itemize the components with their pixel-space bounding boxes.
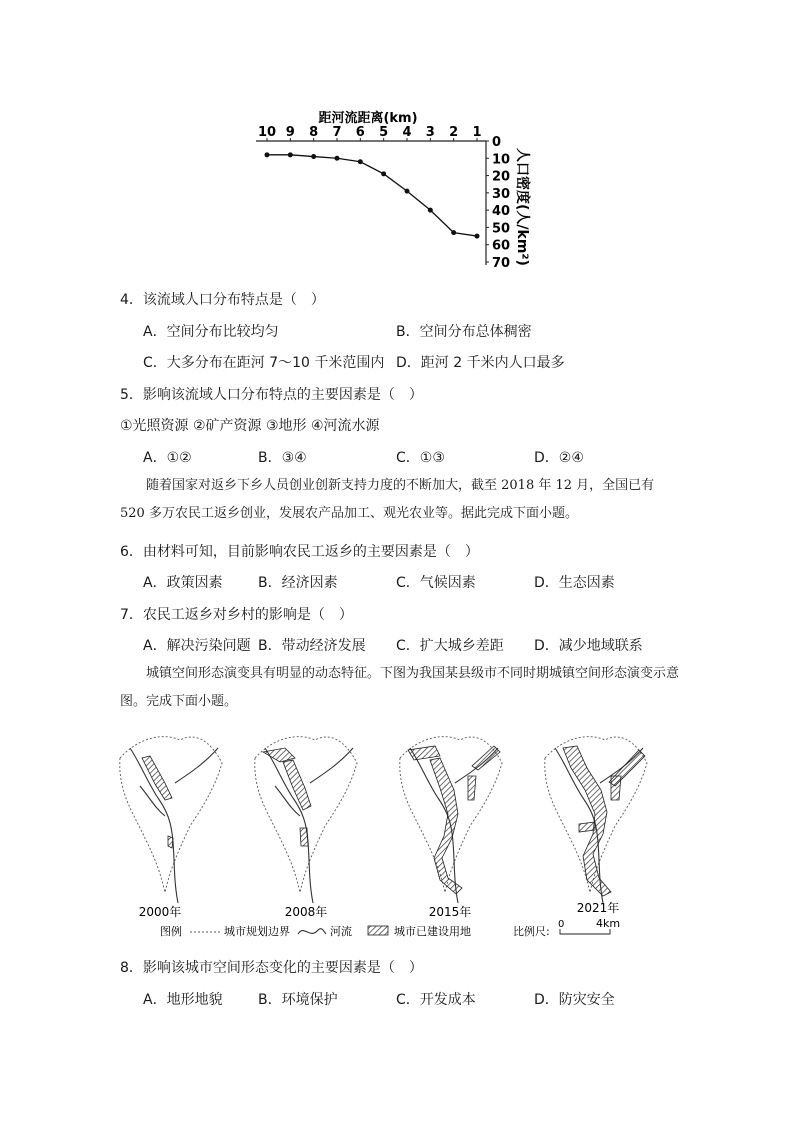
map-2015 — [400, 737, 502, 903]
data-point — [381, 171, 386, 176]
x-tick-label: 2 — [449, 125, 459, 140]
q4-option-a[interactable]: A．空间分布比较均匀 — [143, 324, 279, 340]
population-density-chart — [240, 100, 560, 280]
x-tick-label: 5 — [379, 125, 389, 140]
data-point — [475, 234, 480, 239]
x-tick-label: 4 — [402, 125, 412, 140]
legend-title: 图例 — [160, 925, 182, 938]
legend-built-label: 城市已建设用地 — [394, 925, 471, 938]
scale-zero: 0 — [558, 919, 565, 930]
year-2021: 2021年 — [576, 901, 620, 915]
data-line — [267, 155, 477, 236]
passage-1: 随着国家对返乡下乡人员创业创新支持力度的不断加大，截至 2018 年 12 月，全国已有 520 多万农民工返乡创业，发展农产品加工、观光农业等。据此完成下面小题。 — [120, 478, 655, 521]
q4-option-d[interactable]: D．距河 2 千米内人口最多 — [396, 355, 565, 371]
map-2008 — [255, 737, 357, 903]
q5-option-b[interactable]: B．③④ — [258, 450, 307, 466]
legend-river-label: 河流 — [330, 925, 352, 938]
q8-option-b[interactable]: B．环境保护 — [258, 992, 338, 1008]
urban-evolution-maps — [110, 728, 690, 943]
q4-option-c[interactable]: C．大多分布在距河 7～10 千米范围内 — [143, 355, 385, 371]
x-tick-label: 8 — [309, 125, 319, 140]
year-2008: 2008年 — [284, 905, 328, 919]
data-point — [288, 152, 293, 157]
q6-option-b[interactable]: B．经济因素 — [258, 575, 338, 591]
data-point — [428, 208, 433, 213]
year-2015: 2015年 — [428, 905, 472, 919]
q6-option-c[interactable]: C．气候因素 — [396, 575, 476, 591]
y-tick-label: 60 — [492, 238, 511, 254]
map-2021 — [545, 737, 647, 903]
x-tick-label: 1 — [472, 125, 482, 140]
q4-option-b[interactable]: B．空间分布总体稠密 — [396, 324, 532, 340]
data-point — [358, 159, 363, 164]
y-tick-label: 10 — [492, 152, 511, 168]
q6-stem: 6．由材料可知，目前影响农民工返乡的主要因素是（ ） — [120, 544, 479, 560]
year-2000: 2000年 — [138, 905, 182, 919]
y-tick-label: 0 — [492, 135, 502, 150]
q7-option-a[interactable]: A．解决污染问题 — [143, 638, 251, 654]
y-tick-label: 30 — [492, 186, 511, 202]
q7-option-d[interactable]: D．减少地域联系 — [534, 638, 643, 654]
q6-option-d[interactable]: D．生态因素 — [534, 575, 615, 591]
map-2000 — [120, 737, 222, 903]
x-tick-label: 3 — [425, 125, 435, 140]
y-tick-label: 40 — [492, 204, 511, 220]
legend-built-symbol — [368, 926, 388, 935]
q8-option-c[interactable]: C．开发成本 — [396, 992, 476, 1008]
scale-value: 4km — [596, 917, 621, 930]
x-tick-label: 9 — [285, 125, 295, 140]
q8-option-d[interactable]: D．防灾安全 — [534, 992, 615, 1008]
x-tick-label: 6 — [355, 125, 365, 140]
q8-stem: 8．影响该城市空间形态变化的主要因素是（ ） — [120, 960, 423, 976]
passage-2: 城镇空间形态演变具有明显的动态特征。下图为我国某县级市不同时期城镇空间形态演变示意图。完成下面小题。 — [120, 666, 680, 709]
y-tick-label: 70 — [492, 256, 511, 271]
q6-option-a[interactable]: A．政策因素 — [143, 575, 223, 591]
y-tick-label: 20 — [492, 169, 511, 185]
chart-title: 距河流距离(km) — [318, 111, 418, 126]
q5-option-c[interactable]: C．①③ — [396, 450, 445, 466]
legend-boundary-label: 城市规划边界 — [224, 925, 290, 938]
y-tick-label: 50 — [492, 221, 511, 237]
y-axis-label: 人口密度(人/km²) — [514, 148, 530, 266]
q4-stem: 4．该流域人口分布特点是（ ） — [120, 292, 325, 308]
data-point — [405, 189, 410, 194]
data-point — [265, 152, 270, 157]
x-tick-label: 10 — [257, 125, 277, 140]
scale-label: 比例尺: — [513, 925, 550, 938]
q5-stem: 5．影响该流域人口分布特点的主要因素是（ ） — [120, 387, 423, 403]
q7-option-c[interactable]: C．扩大城乡差距 — [396, 638, 504, 654]
data-point — [451, 230, 456, 235]
q5-option-a[interactable]: A．①② — [143, 450, 192, 466]
legend-river-symbol — [298, 929, 326, 934]
data-point — [311, 154, 316, 159]
data-point — [335, 156, 340, 161]
q7-option-b[interactable]: B．带动经济发展 — [258, 638, 366, 654]
q5-factors: ①光照资源 ②矿产资源 ③地形 ④河流水源 — [120, 418, 380, 434]
q5-option-d[interactable]: D．②④ — [534, 450, 584, 466]
q7-stem: 7．农民工返乡对乡村的影响是（ ） — [120, 607, 353, 623]
x-tick-label: 7 — [332, 125, 342, 140]
q8-option-a[interactable]: A．地形地貌 — [143, 992, 223, 1008]
